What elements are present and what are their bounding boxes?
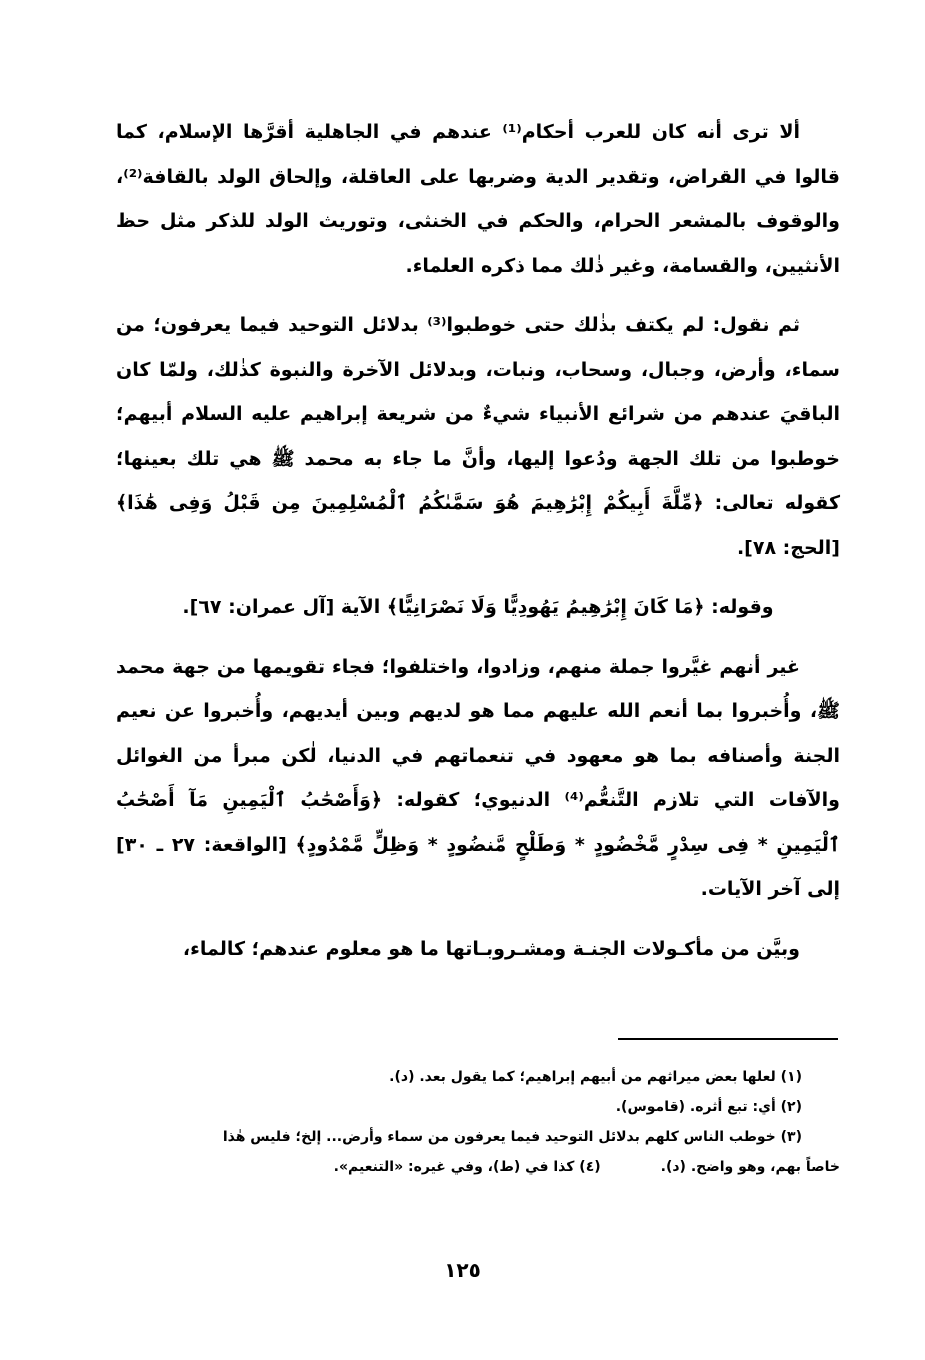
footnote-row: [116, 1152, 840, 1182]
footnote-divider: [618, 1038, 838, 1040]
paragraph-2: ثم نقول: لم يكتف بذٰلك حتى خوطبوا⁽³⁾ بدلائل التوحيد فيما يعرفون؛ من سماء، وأرض، وجبال، وسحاب، ونبات، وبدلائل الآخرة والنبوة كذٰلك، ولمّا كان الباقيَ عندهم من شرائع الأنبياء شيءٌ من شريعة إبراهيم عليه السلام أبيهم؛ خوطبوا من تلك الجهة ودُعوا إليها، وأنَّ ما جاء به محمد ﷺ هي تلك بعينها؛ كقوله تعالى: ﴿مِّلَّةَ أَبِيكُمْ إِبْرَٰهِيمَ هُوَ سَمَّىٰكُمُ ٱلْمُسْلِمِينَ مِن قَبْلُ وَفِى هَٰذَا﴾ [الحج: ٧٨].: [116, 314, 840, 559]
paragraph-5: وبيَّن من مأكـولات الجنـة ومشـروبـاتها ما هو معلوم عندهم؛ كالماء،: [182, 937, 800, 960]
footnote-2: (٢) أي: تبع أثره. (قاموس).: [615, 1099, 802, 1115]
page-number: ١٢٥: [444, 1258, 481, 1282]
footnotes: [116, 1062, 840, 1182]
footnote-1: (١) لعلها بعض ميراثهم من أبيهم إبراهيم؛ كما يقول بعد. (د).: [389, 1069, 802, 1085]
paragraph-1: ألا ترى أنه كان للعرب أحكام⁽¹⁾ عندهم في الجاهلية أقرَّها الإسلام، كما قالوا في القراض، وتقدير الدية وضربها على العاقلة، وإلحاق الولد بالقافة⁽²⁾، والوقوف بالمشعر الحرام، والحكم في الخنثى، وتوريث الولد للذكر مثل حظ الأنثيين، والقسامة، وغير ذٰلك مما ذكره العلماء.: [116, 121, 840, 277]
paragraph-3: وقوله: ﴿مَا كَانَ إِبْرَٰهِيمُ يَهُودِيًّا وَلَا نَصْرَانِيًّا﴾ الآية [آل عمران: ٦٧].: [182, 596, 774, 618]
footnote-3: (٣) خوطب الناس كلهم بدلائل التوحيد فيما يعرفون من سماء وأرض... إلخ؛ فليس هٰذا: [222, 1129, 802, 1145]
footnote-3-continued: خاصاً بهم، وهو واضح. (د).: [660, 1159, 840, 1175]
footnote-4: (٤) كذا في (ط)، وفي غيره: «التنعيم».: [333, 1159, 601, 1175]
main-text: [116, 110, 840, 986]
paragraph-4: غير أنهم غيَّروا جملة منهم، وزادوا، واختلفوا؛ فجاء تقويمها من جهة محمد ﷺ، وأُخبروا بما أنعم الله عليهم مما هو لديهم وبين أيديهم، وأُخبروا عن نعيم الجنة وأصنافه بما هو معهود في تنعماتهم في الدنيا، لٰكن مبرأ من الغوائل والآفات التي تلازم التَّنعُّم⁽⁴⁾ الدنيوي؛ كقوله: ﴿وَأَصْحَٰبُ ٱلْيَمِينِ مَآ أَصْحَٰبُ ٱلْيَمِينِ * فِى سِدْرٍ مَّخْضُودٍ * وَطَلْحٍ مَّنضُودٍ * وَظِلٍّ مَّمْدُودٍ﴾ [الواقعة: ٢٧ ـ ٣٠] إلى آخر الآيات.: [116, 655, 840, 900]
